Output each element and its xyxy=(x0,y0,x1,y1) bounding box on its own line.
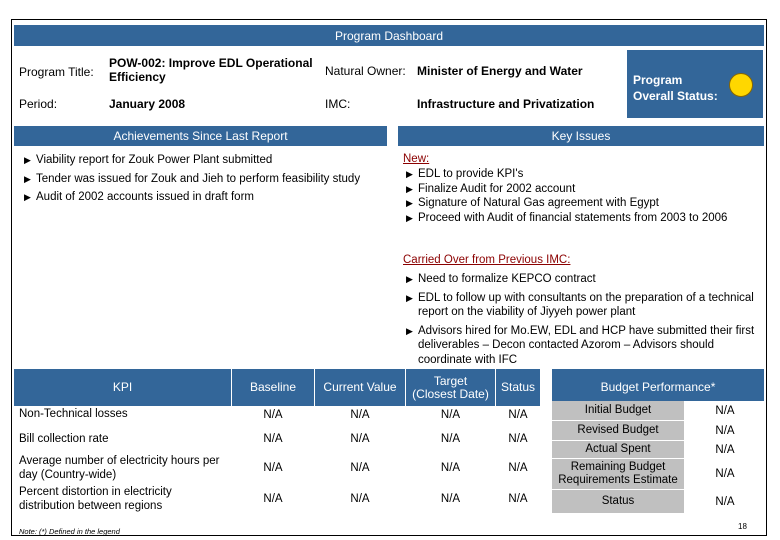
bullet-arrow-icon: ▶ xyxy=(406,169,413,179)
status-indicator-circle xyxy=(729,73,753,97)
table-row xyxy=(14,484,544,514)
budget-value-status: N/A xyxy=(686,490,764,513)
carried-over-list xyxy=(406,272,758,367)
kpi-target: N/A xyxy=(440,409,461,421)
kpi-current: N/A xyxy=(350,493,370,505)
bullet-arrow-icon: ▶ xyxy=(24,155,31,165)
budget-value-remaining: N/A xyxy=(686,459,764,489)
bullet-arrow-icon: ▶ xyxy=(406,183,413,194)
program-title-label: Program Title: xyxy=(19,65,94,79)
program-title-value: POW-002: Improve EDL Operational Efficiency xyxy=(109,56,313,84)
list-item: ▶ Advisors hired for Mo.EW, EDL and HCP have submitted their first deliverables – Decon contacted Azorom – Advisors should coordinate with IFC xyxy=(406,324,755,366)
new-issues-list xyxy=(406,167,761,225)
bullet-arrow-icon: ▶ xyxy=(406,274,413,284)
kpi-status: N/A xyxy=(508,433,528,445)
kpi-current: N/A xyxy=(350,462,370,474)
owner-label: Natural Owner: xyxy=(325,64,406,78)
kpi-name: Average number of electricity hours per day (Country-wide) xyxy=(19,455,220,481)
bullet-arrow-icon: ▶ xyxy=(24,192,31,202)
list-item: ▶ Signature of Natural Gas agreement with Egypt xyxy=(406,197,659,209)
kpi-baseline: N/A xyxy=(263,493,283,505)
bullet-arrow-icon: ▶ xyxy=(406,325,413,336)
bullet-arrow-icon: ▶ xyxy=(406,198,413,208)
kpi-current: N/A xyxy=(350,433,370,445)
table-row xyxy=(14,404,544,426)
kpi-status: N/A xyxy=(508,493,528,505)
imc-label: IMC: xyxy=(325,97,351,111)
period-label: Period: xyxy=(19,97,58,111)
kpi-header-current: Current Value xyxy=(315,369,405,406)
owner-value: Minister of Energy and Water xyxy=(417,64,583,78)
budget-value-initial: N/A xyxy=(686,401,764,420)
bullet-arrow-icon: ▶ xyxy=(24,173,31,184)
budget-heading: Budget Performance* xyxy=(552,369,764,406)
overall-status-label: Program Overall Status: xyxy=(633,73,718,103)
list-item: ▶ Finalize Audit for 2002 account xyxy=(406,182,576,195)
page-title: Program Dashboard xyxy=(14,25,764,46)
kpi-header-status: Status xyxy=(496,369,540,406)
kpi-current: N/A xyxy=(350,409,370,421)
kpi-baseline: N/A xyxy=(263,462,283,474)
period-value: January 2008 xyxy=(109,97,186,111)
page-number: 18 xyxy=(738,522,747,531)
budget-value-actual: N/A xyxy=(686,441,764,458)
budget-label-actual: Actual Spent xyxy=(552,441,684,458)
imc-value: Infrastructure and Privatization xyxy=(417,97,595,111)
kpi-header-baseline: Baseline xyxy=(232,369,314,406)
kpi-name: Bill collection rate xyxy=(19,433,109,445)
kpi-baseline: N/A xyxy=(263,433,283,445)
key-issues-heading: Key Issues xyxy=(398,126,764,146)
kpi-status: N/A xyxy=(508,409,528,421)
list-item: ▶ EDL to provide KPI's xyxy=(406,168,524,180)
footer-note: Note: (*) Defined in the legend xyxy=(19,527,120,536)
kpi-header-kpi: KPI xyxy=(14,369,231,406)
kpi-status: N/A xyxy=(508,462,528,474)
budget-label-status: Status xyxy=(552,490,684,513)
budget-value-revised: N/A xyxy=(686,421,764,440)
achievements-list xyxy=(24,153,384,205)
bullet-arrow-icon: ▶ xyxy=(406,212,413,223)
table-row xyxy=(14,428,544,450)
list-item: ▶ Tender was issued for Zouk and Jieh to perform feasibility study xyxy=(24,172,361,185)
kpi-name: Non-Technical losses xyxy=(19,408,128,420)
kpi-header-target: Target (Closest Date) xyxy=(406,369,495,406)
achievements-heading: Achievements Since Last Report xyxy=(14,126,387,146)
new-issues-label: New: xyxy=(403,153,430,165)
kpi-target: N/A xyxy=(440,433,461,445)
list-item: ▶ Viability report for Zouk Power Plant submitted xyxy=(24,154,273,166)
list-item: ▶ Proceed with Audit of financial statements from 2003 to 2006 xyxy=(406,211,728,224)
kpi-baseline: N/A xyxy=(263,409,283,421)
list-item: ▶ Audit of 2002 accounts issued in draft form xyxy=(24,191,254,203)
carried-over-label: Carried Over from Previous IMC: xyxy=(403,254,571,266)
list-item: ▶ Need to formalize KEPCO contract xyxy=(406,273,596,285)
list-item: ▶ EDL to follow up with consultants on the preparation of a technical report on the viability of Jiyyeh power plant xyxy=(406,291,754,318)
budget-label-remaining: Remaining Budget Requirements Estimate xyxy=(552,459,684,489)
kpi-name: Percent distortion in electricity distribution between regions xyxy=(19,486,172,512)
bullet-arrow-icon: ▶ xyxy=(406,292,413,303)
kpi-target: N/A xyxy=(440,462,461,474)
table-row xyxy=(14,453,544,483)
kpi-target: N/A xyxy=(440,493,461,505)
budget-label-revised: Revised Budget xyxy=(552,421,684,440)
budget-label-initial: Initial Budget xyxy=(552,401,684,420)
